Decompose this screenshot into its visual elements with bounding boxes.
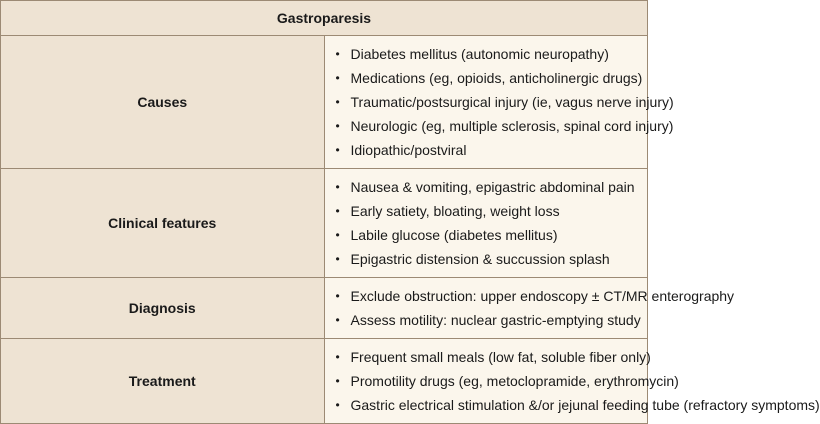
list-item [325, 308, 648, 332]
bullet-icon: • [335, 313, 340, 327]
bullet-icon: • [335, 374, 340, 388]
bullet-icon: • [335, 289, 340, 303]
bullet-icon: • [335, 398, 340, 412]
table-header-row [1, 1, 648, 36]
bullet-icon: • [335, 47, 340, 61]
bullet-icon: • [335, 119, 340, 133]
list-item [325, 199, 648, 223]
list-item-text: Neurologic (eg, multiple sclerosis, spinal cord injury) [350, 118, 674, 134]
list-item [325, 175, 648, 199]
list-item [325, 42, 648, 66]
list-item [325, 284, 735, 308]
list-item-text: Gastric electrical stimulation &/or jejunal feeding tube (refractory symptoms) [350, 397, 820, 413]
list-item [325, 90, 674, 114]
table-row-clinical-features [1, 169, 648, 278]
row-content-causes [324, 36, 674, 169]
row-content-treatment [324, 339, 820, 424]
list-item-text: Diabetes mellitus (autonomic neuropathy) [350, 46, 609, 62]
list-item-text: Assess motility: nuclear gastric-emptying study [350, 312, 641, 328]
list-item-text: Early satiety, bloating, weight loss [350, 203, 560, 219]
bullet-icon: • [335, 350, 340, 364]
list-item [325, 369, 679, 393]
bullet-icon: • [335, 252, 340, 266]
bullet-icon: • [335, 204, 340, 218]
list-item-text: Promotility drugs (eg, metoclopramide, erythromycin) [350, 373, 679, 389]
treatment-list [325, 345, 820, 417]
list-item [325, 138, 648, 162]
list-item-text: Frequent small meals (low fat, soluble fiber only) [350, 349, 651, 365]
diagnosis-list [325, 284, 735, 332]
causes-list [325, 42, 674, 162]
bullet-icon: • [335, 143, 340, 157]
table-row-causes [1, 36, 648, 169]
list-item-text: Epigastric distension & succussion splash [350, 251, 610, 267]
list-item-text: Nausea & vomiting, epigastric abdominal pain [350, 179, 635, 195]
list-item-text: Labile glucose (diabetes mellitus) [350, 227, 558, 243]
table-title: Gastroparesis [1, 1, 648, 36]
list-item-text: Traumatic/postsurgical injury (ie, vagus nerve injury) [350, 94, 674, 110]
row-content-clinical-features [324, 169, 648, 278]
row-label-clinical-features: Clinical features [1, 169, 325, 278]
list-item [325, 345, 651, 369]
list-item [325, 247, 648, 271]
list-item-text: Medications (eg, opioids, anticholinergic drugs) [350, 70, 643, 86]
bullet-icon: • [335, 228, 340, 242]
list-item [325, 114, 674, 138]
bullet-icon: • [335, 71, 340, 85]
table-row-diagnosis [1, 278, 648, 339]
bullet-icon: • [335, 95, 340, 109]
list-item [325, 393, 820, 417]
bullet-icon: • [335, 180, 340, 194]
row-content-diagnosis [324, 278, 735, 339]
list-item [325, 223, 648, 247]
row-label-diagnosis: Diagnosis [1, 278, 325, 339]
list-item-text: Exclude obstruction: upper endoscopy ± CT/MR enterography [350, 288, 735, 304]
row-label-treatment: Treatment [1, 339, 325, 424]
list-item [325, 66, 648, 90]
list-item-text: Idiopathic/postviral [350, 142, 467, 158]
row-label-causes: Causes [1, 36, 325, 169]
clinical-features-list [325, 175, 648, 271]
table-row-treatment [1, 339, 648, 424]
